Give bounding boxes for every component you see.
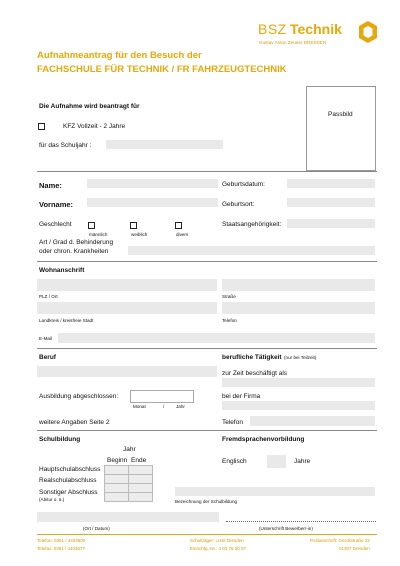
degree-field[interactable] — [175, 487, 375, 496]
schooling-begin-header: Beginn — [107, 457, 128, 464]
birthdate-field[interactable] — [287, 179, 375, 188]
training-date-field[interactable] — [130, 390, 194, 403]
gender-male-checkbox[interactable] — [88, 222, 95, 229]
disability-label-2: oder chron. Krankheiten — [39, 248, 109, 255]
gender-diverse-checkbox[interactable] — [175, 222, 182, 229]
divider — [37, 171, 377, 172]
degree-label: Bezeichnung der Schulbildung — [175, 499, 238, 504]
divider — [37, 348, 377, 349]
vorname-label: Vorname: — [39, 200, 74, 209]
birthdate-label: Geburtsdatum: — [222, 181, 265, 188]
photo-label: Passbild — [328, 111, 353, 118]
english-years-label: Jahre — [294, 458, 311, 465]
activity-heading: berufliche Tätigkeit — [222, 354, 282, 361]
disability-label-1: Art / Grad d. Behinderung — [39, 239, 114, 246]
name-label: Name: — [39, 181, 62, 190]
schoolyear-label: für das Schuljahr : — [39, 142, 92, 149]
schooling-grid — [104, 465, 153, 502]
year-label: Jahr — [176, 404, 185, 409]
more-info-label: weitere Angaben Seite 2 — [39, 419, 110, 426]
divider — [37, 430, 377, 431]
logo-gear-icon — [357, 20, 379, 44]
schooling-heading: Schulbildung — [39, 436, 81, 443]
job-heading: Beruf — [39, 354, 56, 361]
birthplace-label: Geburtsort: — [222, 201, 255, 208]
grid-cell[interactable] — [105, 493, 129, 502]
company-phone-field[interactable] — [250, 416, 375, 426]
district-field[interactable] — [37, 302, 217, 314]
company-label: bei der Firma — [222, 393, 261, 400]
footer-carrier: Schulträger: LHSt Dresden — [190, 538, 244, 543]
logo-brand-technik: Technik — [290, 21, 342, 37]
phone-label: Telefon — [222, 318, 237, 323]
schooling-row-label: Sonstiger Abschluss — [39, 489, 98, 496]
english-years-field[interactable] — [267, 455, 286, 468]
month-label: Monat — [133, 404, 146, 409]
kfz-checkbox[interactable] — [38, 123, 45, 130]
plz-label: PLZ / Ort — [39, 294, 58, 299]
languages-heading: Fremdsprachenvorbildung — [222, 436, 305, 443]
schoolyear-field[interactable] — [106, 140, 223, 149]
nationality-field[interactable] — [287, 219, 375, 228]
company-phone-label: Telefon — [222, 419, 243, 426]
training-label: Ausbildung abgeschlossen: — [39, 393, 119, 400]
email-label: E-Mail — [39, 336, 53, 341]
employed-label: zur Zeit beschäftigt als — [222, 370, 288, 377]
schooling-year-header: Jahr — [123, 446, 136, 453]
abitur-label: (Abitur o. ä.) — [39, 497, 65, 502]
schooling-row-label: Hauptschulabschluss — [39, 466, 101, 473]
slash-label: / — [163, 404, 165, 409]
signature-label: (Unterschrift Bewerber/-in) — [259, 526, 313, 531]
gender-male-label: männlich — [89, 232, 108, 237]
footer-postal: Postanschrift: Gerokstraße 22 — [310, 538, 370, 543]
plz-field[interactable] — [37, 279, 217, 291]
title-line2: FACHSCHULE FÜR TECHNIK / FR FAHRZEUGTECHNIK — [37, 64, 287, 75]
company-field[interactable] — [222, 401, 375, 410]
disability-field[interactable] — [128, 246, 375, 255]
street-label: Straße — [222, 294, 236, 299]
gender-label: Geschlecht — [39, 221, 72, 228]
grid-cell[interactable] — [129, 466, 153, 475]
email-field[interactable] — [58, 333, 375, 343]
title-line1: Aufnahmeantrag für den Besuch der — [37, 50, 202, 61]
footer-city: 01307 Dresden — [339, 546, 370, 551]
phone-field[interactable] — [222, 302, 375, 314]
photo-box[interactable] — [306, 86, 376, 171]
grid-cell[interactable] — [105, 466, 129, 475]
district-label: Landkreis / kreisfreie Stadt — [39, 318, 94, 323]
grid-cell[interactable] — [105, 484, 129, 493]
english-label: Englisch — [222, 458, 247, 465]
logo-subtitle: Gustav Anton Zeuner DRESDEN — [259, 40, 327, 45]
kfz-option-label: KFZ Vollzeit - 2 Jahre — [63, 123, 126, 130]
grid-cell[interactable] — [129, 493, 153, 502]
address-heading: Wohnanschrift — [39, 267, 85, 274]
nationality-label: Staatsangehörigkeit: — [222, 221, 282, 228]
footer-fax: Telefax: 0351 / 4403677 — [37, 546, 86, 551]
schooling-end-header: Ende — [131, 457, 147, 464]
gender-female-label: weiblich — [131, 232, 148, 237]
signature-line[interactable] — [226, 521, 376, 522]
job-field[interactable] — [37, 366, 217, 377]
vorname-field[interactable] — [87, 198, 218, 207]
gender-diverse-label: divers — [176, 232, 189, 237]
name-field[interactable] — [87, 179, 218, 188]
divider — [37, 261, 377, 262]
grid-cell[interactable] — [129, 475, 153, 484]
place-date-field[interactable] — [37, 512, 219, 522]
logo — [258, 18, 378, 52]
schooling-row-label: Realschulabschluss — [39, 477, 97, 484]
street-field[interactable] — [222, 279, 375, 291]
activity-note: (nur bei Teilzeit) — [284, 355, 317, 360]
footer-id: Einrichtg.-Nr.: 4 03 76 00 07 — [190, 546, 247, 551]
employed-field[interactable] — [222, 378, 375, 387]
logo-brand: BSZ — [258, 21, 287, 37]
footer-rule — [37, 534, 377, 535]
place-date-label: (Ort / Datum) — [83, 526, 110, 531]
footer-phone: Telefon: 0351 / 4403600 — [37, 538, 86, 543]
application-intro: Die Aufnahme wird beantragt für — [39, 103, 140, 110]
grid-cell[interactable] — [105, 475, 129, 484]
gender-female-checkbox[interactable] — [130, 222, 137, 229]
grid-cell[interactable] — [129, 484, 153, 493]
birthplace-field[interactable] — [287, 198, 375, 207]
